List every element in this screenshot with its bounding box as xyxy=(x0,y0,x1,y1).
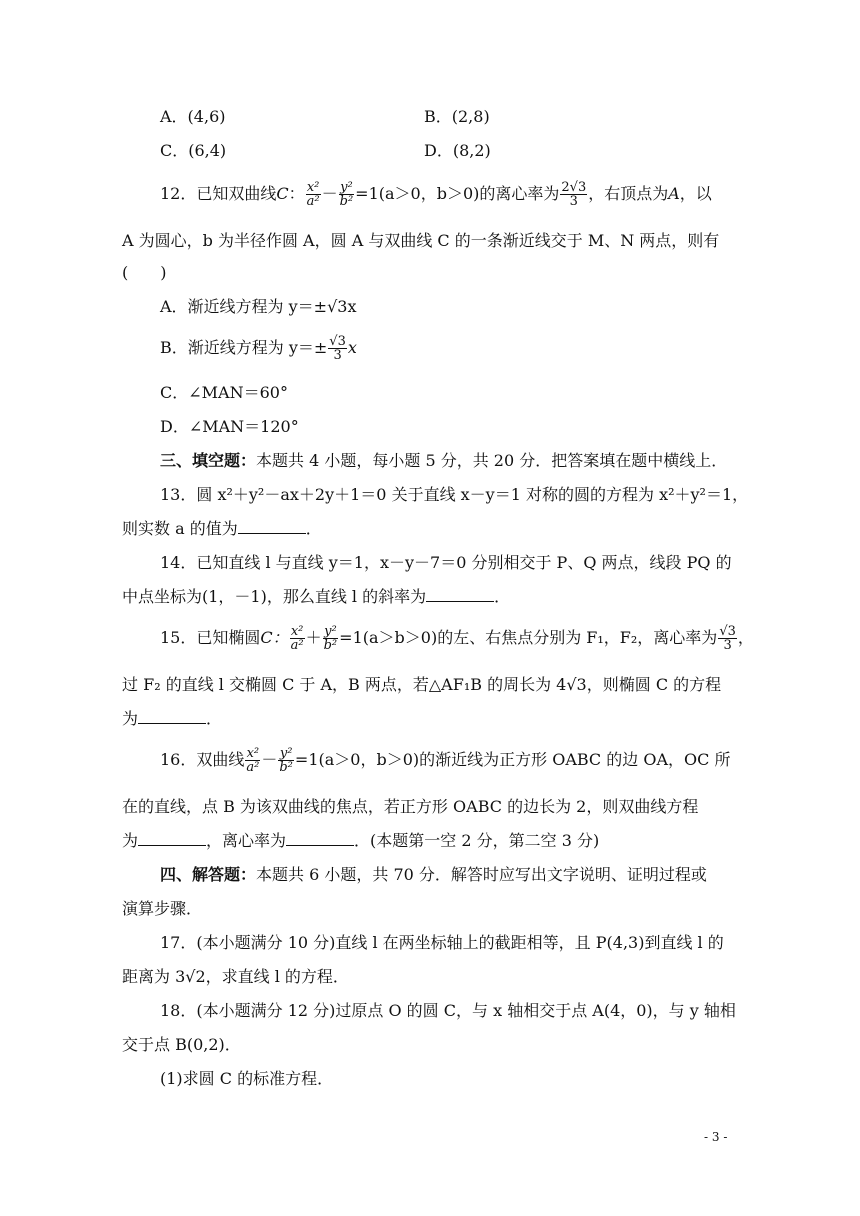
q15-line3: 为 ． xyxy=(122,709,223,728)
section4-text: 本题共 6 小题，共 70 分．解答时应写出文字说明、证明过程或 xyxy=(256,865,707,884)
q15-eccentricity: $\frac{√3}{3}$ xyxy=(719,624,736,653)
q13-line2: 则实数 a 的值为 ． xyxy=(122,519,322,538)
section3-text: 本题共 4 小题，每小题 5 分，共 20 分．把答案填在题中横线上． xyxy=(256,451,728,470)
q17-line1: 17．(本小题满分 10 分)直线 l 在两坐标轴上的截距相等，且 P(4,3)到直线 l 的 xyxy=(160,933,724,952)
option-a-11: A．(4,6) xyxy=(160,107,226,126)
q12-option-a: A．渐近线方程为 y＝±√3x xyxy=(160,297,357,316)
q17-line2: 距离为 3√2，求直线 l 的方程． xyxy=(122,967,349,986)
q12-tail1: ，右顶点为 xyxy=(588,184,669,203)
q13-answer-blank xyxy=(238,519,306,534)
q14-line2: 中点坐标为(1，－1)，那么直线 l 的斜率为 ． xyxy=(122,587,511,606)
q12-option-d: D．∠MAN＝120° xyxy=(160,417,299,436)
q12-vertex: A xyxy=(668,184,680,203)
q12-eq: =1( xyxy=(355,184,385,203)
section4-title: 四、解答题： xyxy=(160,865,257,884)
option-c-11: C．(6,4) xyxy=(160,141,227,160)
section4-line2: 演算步骤． xyxy=(122,899,203,918)
q12-frac-y: $\frac{\text{y²}}{\text{b²}}$ xyxy=(339,180,354,209)
q16-answer-blank-1 xyxy=(138,831,206,846)
q12-line1: 12．已知双曲线C： $\frac{\text{x²}}{\text{a²}}$ － $\frac{\text{y²}}{\text{b²}}$ =1(a＞0，b＞0)的离心率为 $\frac{2√3}{3}$ ，右顶点为A，以 xyxy=(160,180,712,209)
option-d-11: D．(8,2) xyxy=(424,141,491,160)
q16-answer-blank-2 xyxy=(286,831,354,846)
section3-title: 三、填空题： xyxy=(160,451,257,470)
q12-eccentricity: $\frac{2√3}{3}$ xyxy=(561,180,587,209)
q12-paren: ( ) xyxy=(122,263,167,282)
section3-heading xyxy=(160,450,727,472)
q18-line1: 18．(本小题满分 12 分)过原点 O 的圆 C，与 x 轴相交于点 A(4，0)，与 y 轴相 xyxy=(160,1001,736,1020)
q12-tail2: ，以 xyxy=(679,184,712,203)
q18-line3: (1)求圆 C 的标准方程． xyxy=(160,1069,334,1088)
q12-frac-x: $\frac{\text{x²}}{\text{a²}}$ xyxy=(306,180,320,209)
section4-heading xyxy=(160,864,707,886)
q16-line2: 在的直线，点 B 为该双曲线的焦点，若正方形 OABC 的边长为 2，则双曲线方程 xyxy=(122,797,699,816)
q18-line2: 交于点 B(0,2)． xyxy=(122,1035,241,1054)
q16-line3: 为 ，离心率为 ．(本题第一空 2 分，第二空 3 分) xyxy=(122,831,600,850)
q14-line1: 14．已知直线 l 与直线 y＝1，x－y－7＝0 分别相交于 P、Q 两点，线段 PQ 的 xyxy=(160,553,732,572)
q13-line1: 13．圆 x²＋y²－ax＋2y＋1＝0 关于直线 x－y＝1 对称的圆的方程为 x²＋y²＝1， xyxy=(160,485,749,504)
q12-condition: a＞0，b＞0)的离心率为 xyxy=(385,184,560,203)
q12-option-c: C．∠MAN＝60° xyxy=(160,383,288,402)
q12-line2: A 为圆心，b 为半径作圆 A，圆 A 与双曲线 C 的一条渐近线交于 M、N 两点，则有 xyxy=(122,231,720,250)
q16-line1: 16．双曲线 $\frac{\text{x²}}{\text{a²}}$ － $\frac{\text{y²}}{\text{b²}}$ =1(a＞0，b＞0)的渐近线为正方形 OABC 的边 OA，OC 所 xyxy=(160,746,731,775)
q12-option-b: B．渐近线方程为 y＝± $\frac{√3}{3}$ x xyxy=(160,334,357,363)
q14-answer-blank xyxy=(426,587,494,602)
q15-line2: 过 F₂ 的直线 l 交椭圆 C 于 A，B 两点，若△AF₁B 的周长为 4√3，则椭圆 C 的方程 xyxy=(122,675,722,694)
q15-line1: 15．已知椭圆C： $\frac{\text{x²}}{\text{a²}}$ ＋ $\frac{\text{y²}}{\text{b²}}$ =1(a＞b＞0)的左、右焦点分别为 F₁，F₂，离心率为 $\frac{√3}{3}$ ， xyxy=(160,624,754,653)
q12-curve-label: C xyxy=(276,184,289,203)
option-b-11: B．(2,8) xyxy=(424,107,490,126)
q12-number: 12．已知双曲线 xyxy=(160,184,277,203)
q15-answer-blank xyxy=(138,709,206,724)
page-number: - 3 - xyxy=(704,1130,728,1144)
